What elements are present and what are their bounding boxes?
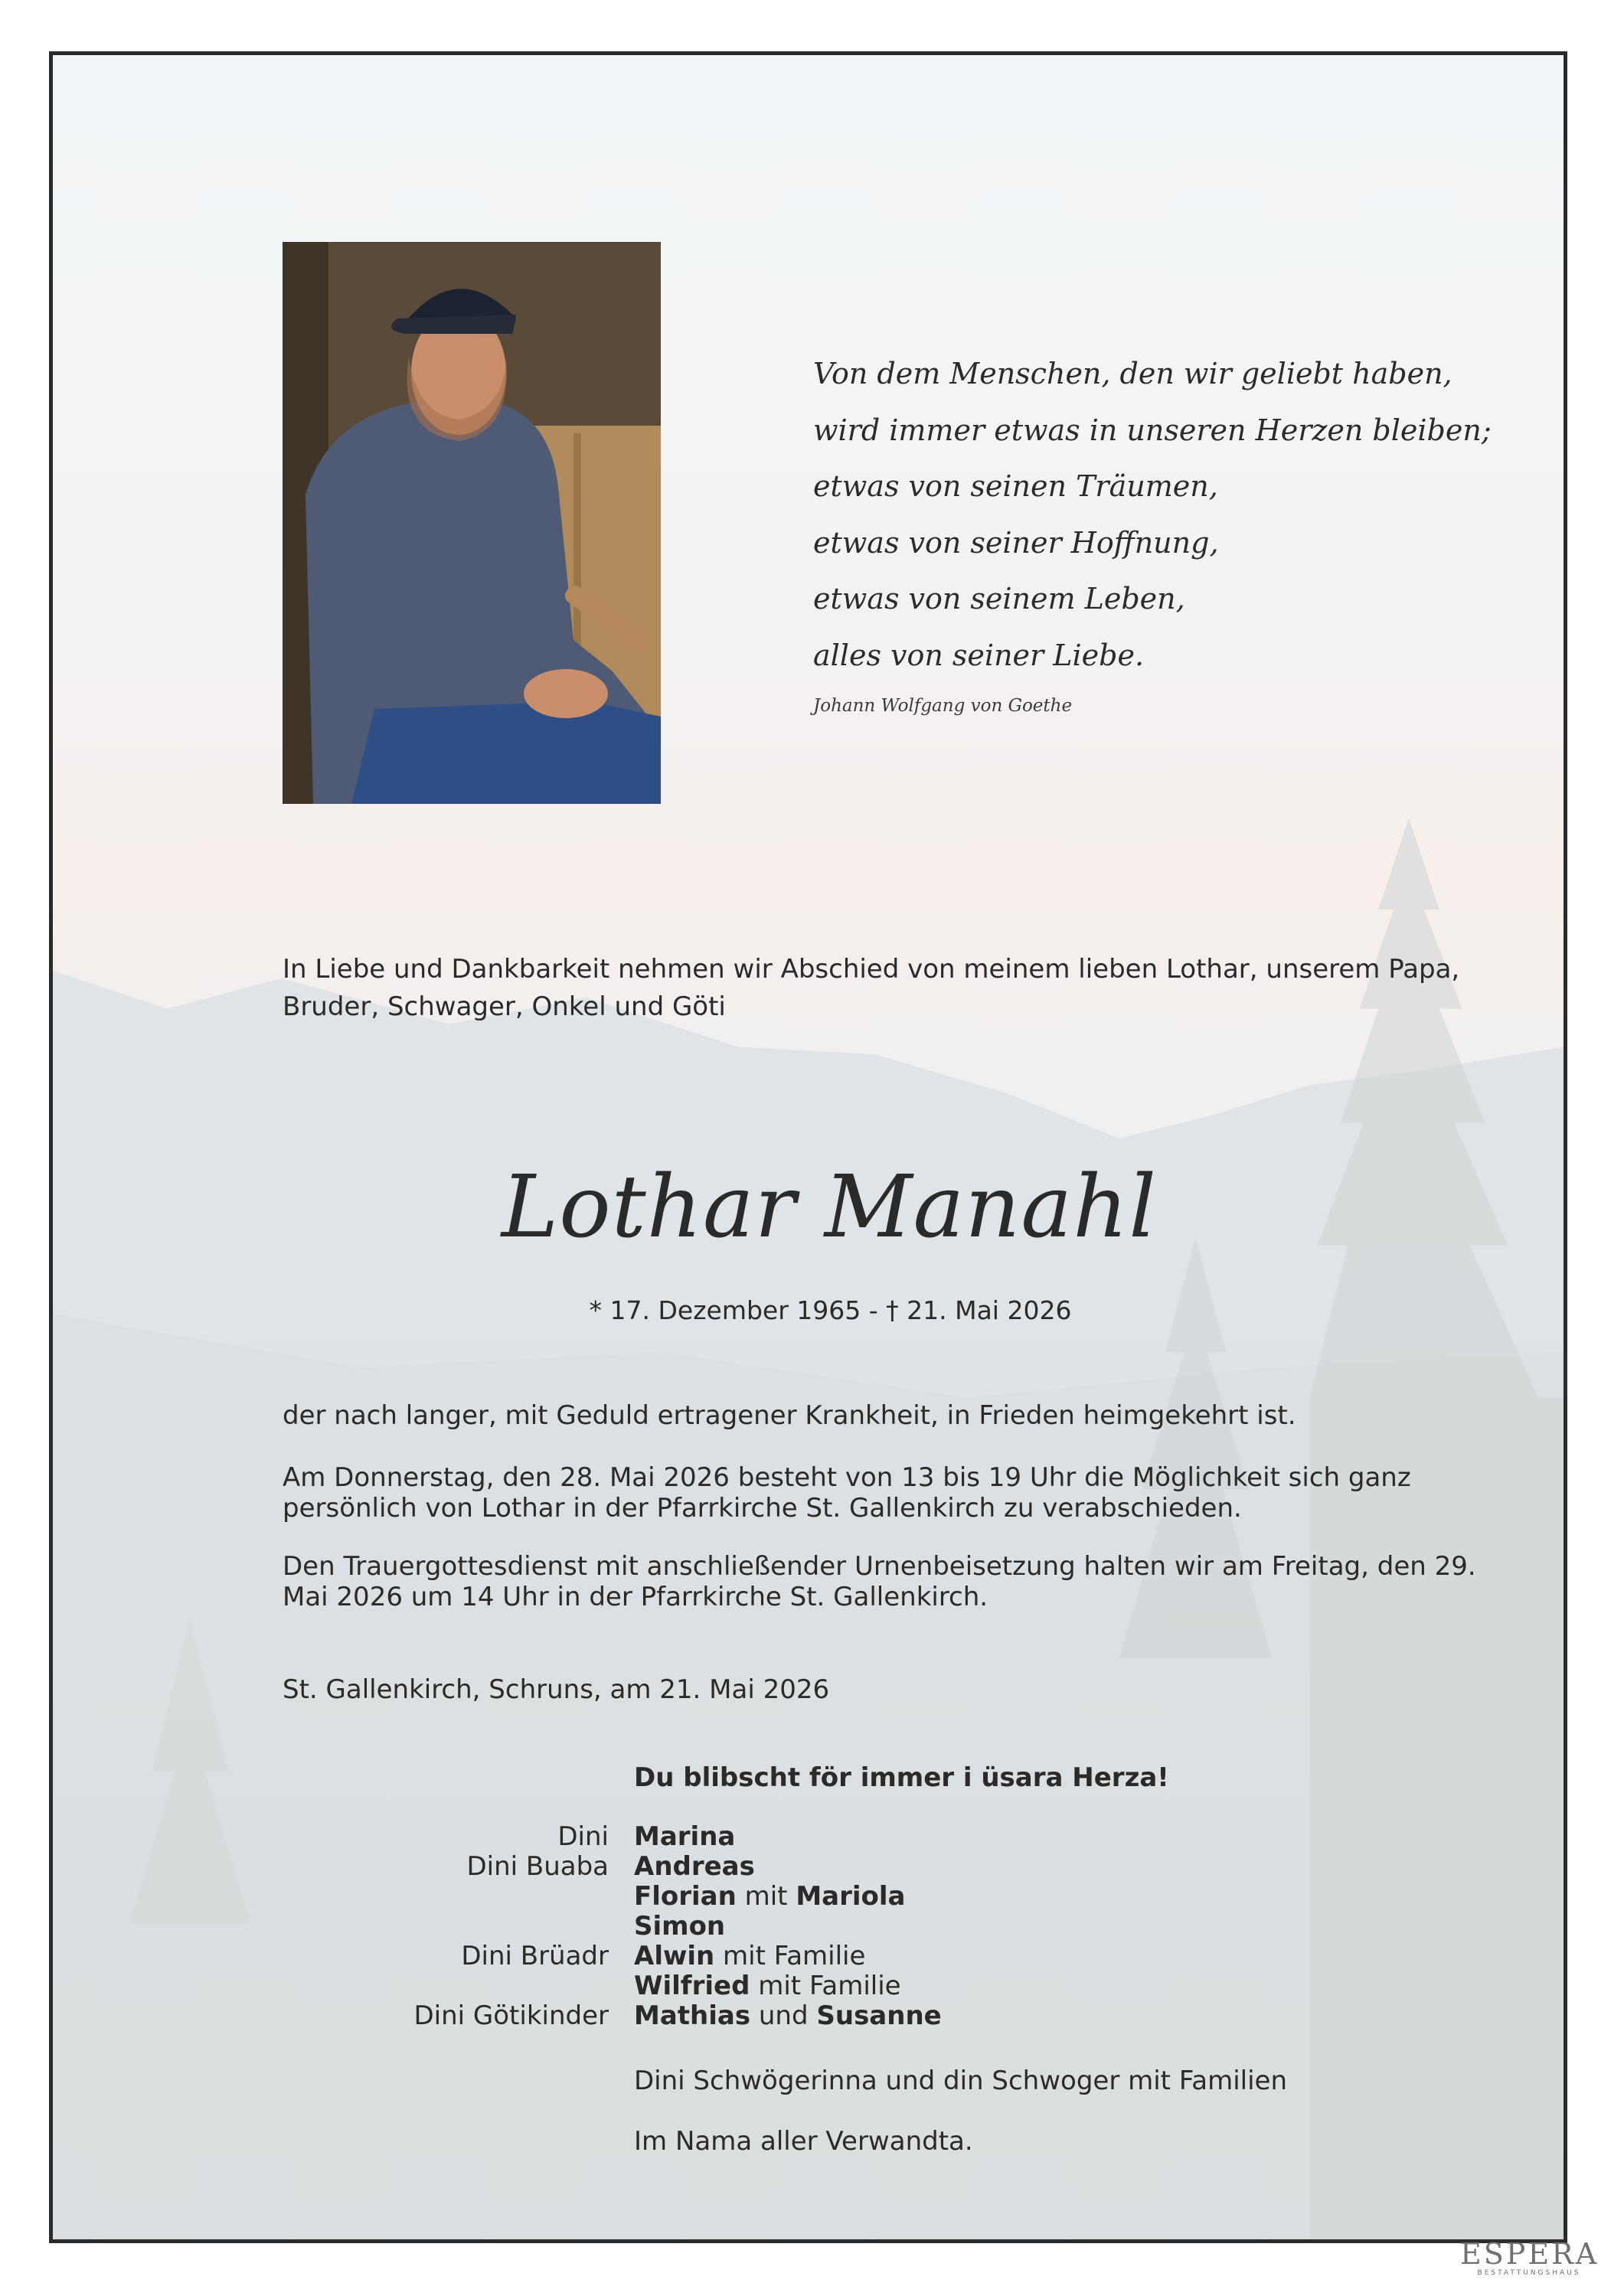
mourner-row xyxy=(359,1912,1431,1942)
mourner-row xyxy=(359,1882,1431,1912)
mourner-names xyxy=(634,1971,1431,2001)
life-dates: * 17. Dezember 1965 - † 21. Mai 2026 xyxy=(589,1295,1072,1325)
notice-frame xyxy=(49,51,1599,2277)
mourner-names xyxy=(634,1912,1431,1942)
mourner-names xyxy=(634,1942,1431,1971)
mourner-relation xyxy=(359,1971,634,2001)
mourner-connector: mit Familie xyxy=(750,1971,901,2001)
mourners-closing-line: Im Nama aller Verwandta. xyxy=(634,2126,973,2157)
quote-line: etwas von seinem Leben, xyxy=(813,582,1185,616)
mourner-name: Andreas xyxy=(634,1851,755,1882)
mourners-extra-line: Dini Schwögerinna und din Schwoger mit Familien xyxy=(634,2066,1288,2096)
mourner-connector: und xyxy=(750,2000,817,2031)
mourner-relation: Dini Brüadr xyxy=(461,1941,609,1971)
mourner-name: Mathias xyxy=(634,2000,751,2031)
mourner-connector: mit xyxy=(736,1881,796,1912)
mourner-name: Mariola xyxy=(796,1881,906,1912)
quote-line: Von dem Menschen, den wir geliebt haben, xyxy=(813,357,1452,390)
quote-line: etwas von seinen Träumen, xyxy=(813,469,1218,503)
mourner-name: Simon xyxy=(634,1911,726,1942)
quote-line: etwas von seiner Hoffnung, xyxy=(813,525,1219,560)
mourner-relation xyxy=(359,1882,634,1912)
memorial-quote xyxy=(813,346,1502,716)
mourner-name: Susanne xyxy=(816,2000,942,2031)
mourner-row xyxy=(359,2001,1431,2031)
mourners-list xyxy=(359,1822,1431,2031)
mourner-row xyxy=(359,1942,1431,1971)
mourner-name: Marina xyxy=(634,1821,736,1852)
mourner-relation: Dini xyxy=(557,1821,609,1852)
mourner-relation: Dini Götikinder xyxy=(413,2000,609,2031)
mourner-name: Wilfried xyxy=(634,1971,750,2001)
logo-wordmark: ESPERA xyxy=(1460,2237,1599,2271)
place-date: St. Gallenkirch, Schruns, am 21. Mai 2026 xyxy=(283,1674,830,1705)
intro-text: In Liebe und Dankbarkeit nehmen wir Abschied von meinem lieben Lothar, unserem Papa, Bruder, Schwager, Onkel und Göti xyxy=(283,954,1460,1022)
deceased-name: Lothar Manahl xyxy=(501,1158,1158,1257)
mourner-connector: mit Familie xyxy=(714,1941,866,1971)
mourner-row xyxy=(359,1822,1431,1852)
quote-line: wird immer etwas in unseren Herzen bleiben; xyxy=(813,413,1492,447)
mourner-relation xyxy=(359,1912,634,1942)
mourner-names xyxy=(634,1882,1431,1912)
mourner-row xyxy=(359,1971,1431,2001)
logo-subtitle: BESTATTUNGSHAUS xyxy=(1477,2269,1581,2277)
funeral-home-logo xyxy=(1460,2237,1598,2277)
mourner-row xyxy=(359,1852,1431,1882)
mourner-names xyxy=(634,1822,1431,1852)
mourner-name: Alwin xyxy=(634,1941,715,1971)
mourner-relation: Dini Buaba xyxy=(466,1851,609,1882)
mourner-names xyxy=(634,1852,1431,1882)
quote-line: alles von seiner Liebe. xyxy=(813,638,1145,672)
paragraph-passing: der nach langer, mit Geduld ertragener Krankheit, in Frieden heimgekehrt ist. xyxy=(283,1400,1296,1431)
portrait-photo xyxy=(283,242,661,804)
signoff-line: Du blibscht för immer i üsara Herza! xyxy=(634,1762,1169,1793)
quote-author: Johann Wolfgang von Goethe xyxy=(813,696,1073,716)
paragraph-funeral-service: Den Trauergottesdienst mit anschließender Urnenbeisetzung halten wir am Freitag, den 29. Mai 2026 um 14 Uhr in der Pfarrkirche St. Gallenkirch. xyxy=(283,1551,1476,1612)
paragraph-farewell-viewing: Am Donnerstag, den 28. Mai 2026 besteht von 13 bis 19 Uhr die Möglichkeit sich ganz persönlich von Lothar in der Pfarrkirche St. Gallenkirch zu verabschieden. xyxy=(283,1462,1411,1524)
mourner-name: Florian xyxy=(634,1881,737,1912)
mourner-names xyxy=(634,2001,1431,2031)
